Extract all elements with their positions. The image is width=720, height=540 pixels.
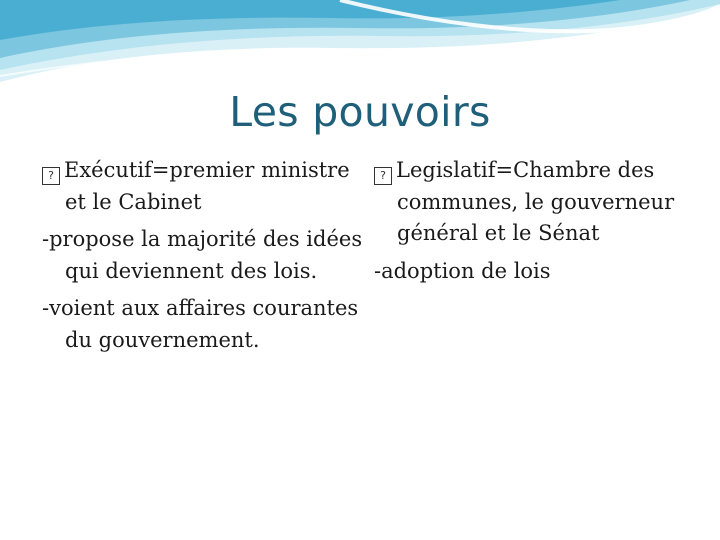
right-heading <box>374 155 694 250</box>
left-point-1: -propose la majorité des idées qui deviennent des lois. <box>42 227 363 283</box>
left-heading <box>42 155 372 218</box>
left-column <box>42 155 372 356</box>
missing-glyph-bullet-icon: ? <box>42 167 60 185</box>
right-heading-text: Legislatif=Chambre des communes, le gouverneur général et le Sénat <box>396 158 675 245</box>
right-point-1: -adoption de lois <box>374 258 551 283</box>
left-point-2: -voient aux affaires courantes du gouvernement. <box>42 296 359 352</box>
missing-glyph-bullet-icon: ? <box>374 167 392 185</box>
left-heading-text: Exécutif=premier ministre et le Cabinet <box>64 158 350 214</box>
right-column <box>374 155 694 287</box>
slide-title <box>0 88 720 136</box>
slide-title-text: Les pouvoirs <box>229 88 491 136</box>
